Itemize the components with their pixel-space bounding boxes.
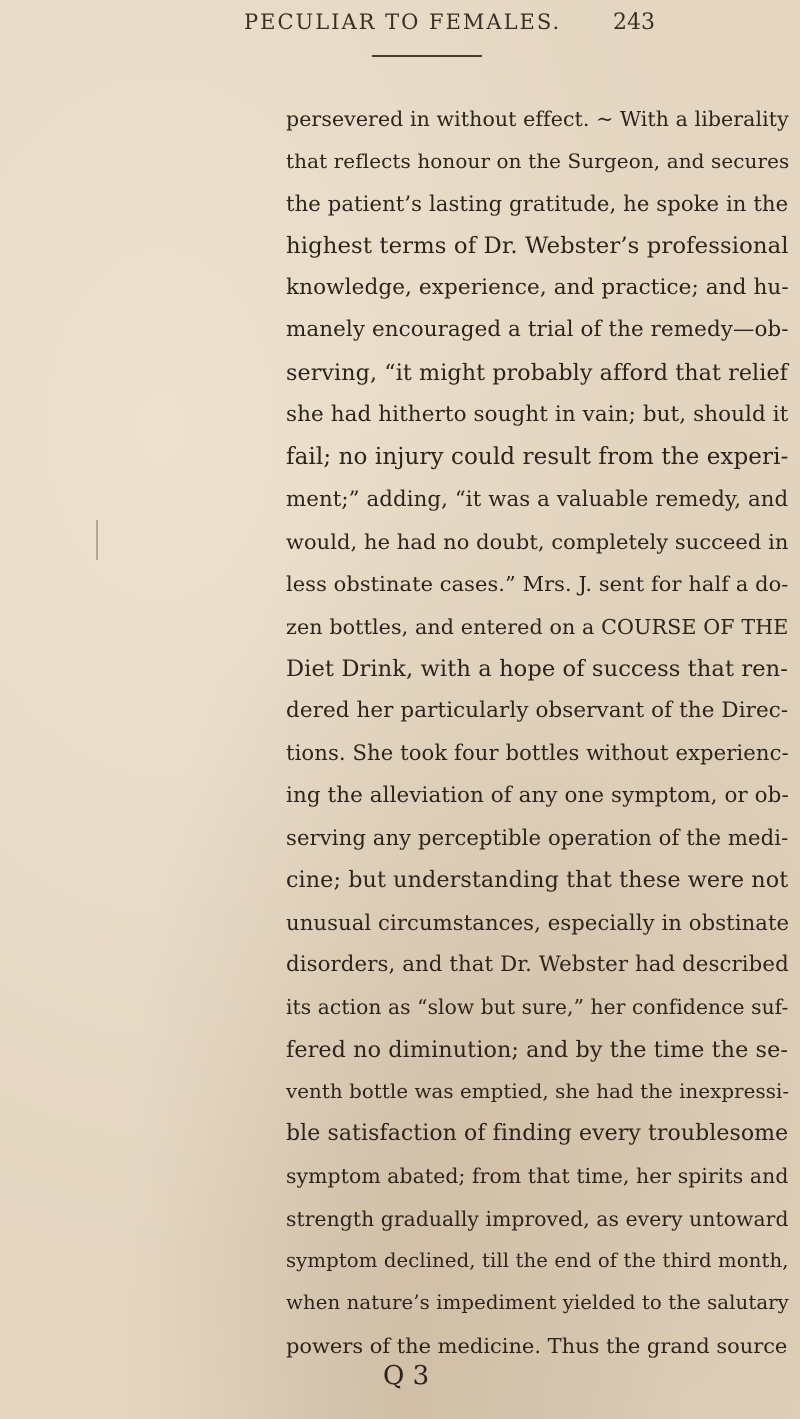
text-line: the patient’s lasting gratitude, he spoke in the — [286, 190, 789, 216]
text-line: fered no diminution; and by the time the se- — [286, 1036, 788, 1063]
text-line: ing the alleviation of any one symptom, or ob- — [286, 782, 789, 808]
body-text — [286, 98, 790, 1367]
text-line: serving, “it might probably afford that relief — [286, 359, 788, 386]
text-line: powers of the medicine. Thus the grand source — [286, 1333, 788, 1358]
text-line: Diet Drink, with a hope of success that ren- — [286, 655, 789, 682]
text-line: ble satisfaction of finding every troublesome — [286, 1121, 789, 1147]
text-line: she had hitherto sought in vain; but, should it — [286, 402, 789, 428]
text-line: its action as “slow but sure,” her confidence suf- — [286, 995, 789, 1020]
text-line: knowledge, experience, and practice; and hu- — [286, 275, 789, 301]
text-line: cine; but understanding that these were not — [286, 867, 789, 894]
text-line: fail; no injury could result from the experi- — [286, 444, 789, 471]
page-header — [160, 10, 760, 50]
text-line: highest terms of Dr. Webster’s professional — [286, 232, 789, 259]
text-line: unusual circumstances, especially in obstinate — [286, 909, 790, 935]
text-line: would, he had no doubt, completely succeed in — [286, 529, 789, 554]
text-line: less obstinate cases.” Mrs. J. sent for half a do- — [286, 572, 789, 597]
text-line: ment;” adding, “it was a valuable remedy, and — [286, 486, 789, 512]
text-line: persevered in without effect. ~ With a liberality — [286, 107, 789, 131]
running-title: PECULIAR TO FEMALES. — [244, 10, 562, 34]
text-line: serving any perceptible operation of the medi- — [286, 825, 789, 851]
text-line: when nature’s impediment yielded to the salutary — [286, 1291, 789, 1315]
text-line: zen bottles, and entered on a COURSE OF THE — [286, 614, 789, 639]
page-number: 243 — [613, 10, 655, 35]
text-line: that reflects honour on the Surgeon, and secures — [286, 149, 790, 174]
text-line: disorders, and that Dr. Webster had described — [286, 951, 789, 977]
text-line: symptom abated; from that time, her spirits and — [286, 1164, 789, 1189]
text-line: manely encouraged a trial of the remedy—ob- — [286, 317, 789, 343]
signature-mark: Q 3 — [383, 1361, 430, 1391]
text-line: symptom declined, till the end of the third month, — [286, 1249, 789, 1273]
text-line: venth bottle was emptied, she had the inexpressi- — [286, 1079, 790, 1103]
text-line: strength gradually improved, as every untoward — [286, 1206, 789, 1231]
text-line: dered her particularly observant of the Direc- — [286, 698, 789, 724]
margin-smudge — [96, 520, 98, 560]
header-rule — [372, 55, 482, 57]
text-line: tions. She took four bottles without experienc- — [286, 740, 789, 766]
